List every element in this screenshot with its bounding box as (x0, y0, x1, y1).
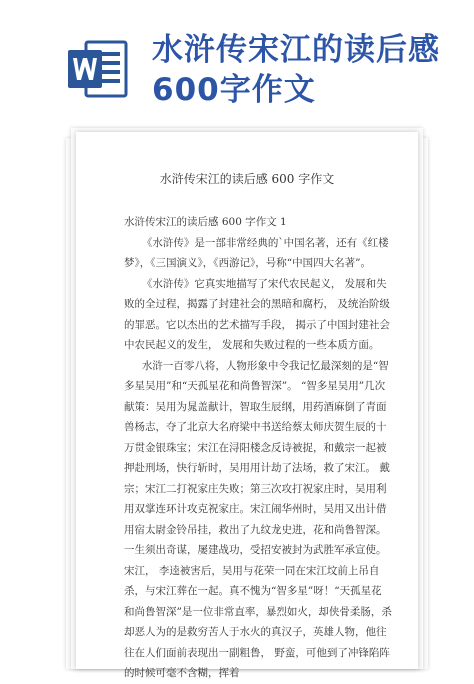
document-heading: 水浒传宋江的读后感 600 字作文 1 (124, 216, 287, 228)
document-title: 水浒传宋江的读后感 600 字作文 (159, 172, 335, 186)
document-preview (66, 124, 428, 679)
paragraph-3: 水浒一百零八将，人物形象中令我记忆最深刻的是“智多星吴用”和“天孤星花和尚鲁智深”。 “智多星吴用”几次献策：吴用为晁盖献计，智取生辰纲，用药酒麻倒了青面兽杨志，夺了北京大名府梁中书送给蔡太师庆贺生辰的十万贯金银珠宝；宋江在浔阳楼念反诗被捉，和戴宗一起被押赴刑场，快行斩时，吴用用计劫了法场，救了宋江。 戴宗；宋江二打祝家庄失败；第三次攻打祝家庄时，吴用利用双掌连环计攻克祝家庄。宋江闹华州时，吴用又出计借用宿太尉金铃吊挂，救出了九纹龙史进，花和尚鲁智深。一生须出奇谋，屡建战功，受招安被封为武胜军承宣使。宋江， 李逵被害后，吴用与花荣一同在宋江坟前上吊自杀，与宋江葬在一起。真不愧为“智多星”呀！“天孤星花和尚鲁智深”是一位非常直率，暴烈如火，却侠骨柔肠，杀却恶人为的是救穷苦人于水火的真汉子，英雄人物，他往往在人们面前表现出一副粗鲁， 野蛮，可他到了冲锋陷阵的时候可毫不含糊，挥着 (124, 359, 392, 679)
page-header (0, 0, 474, 120)
document-body (124, 212, 392, 684)
paragraph-1: 《水浒传》是一部非常经典的`中国名著，还有《红楼梦》，《三国演义》，《西游记》，号称“中国四大名著”。 (124, 236, 389, 269)
document-page (76, 132, 418, 679)
word-document-icon (66, 38, 128, 100)
page-title: 水浒传宋江的读后感600字作文 (152, 32, 440, 108)
paragraph-2: 《水浒传》它真实地描写了宋代农民起义， 发展和失败的全过程，揭露了封建社会的黑暗和腐朽， 及统治阶级的罪恶。它以杰出的艺术描写手段， 揭示了中国封建社会中农民起义的发生， 发展和失败过程的一些本质方面。 (124, 277, 390, 351)
